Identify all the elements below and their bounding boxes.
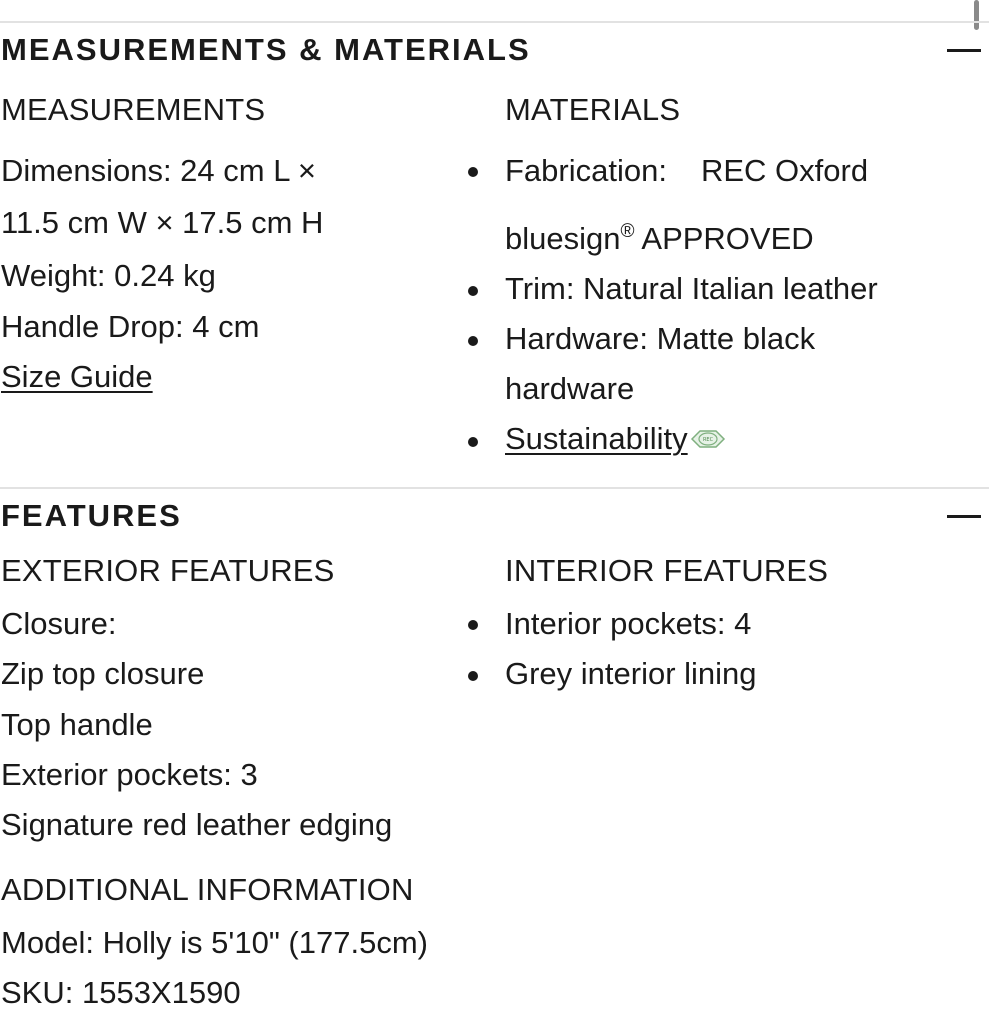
svg-text:REC: REC xyxy=(702,436,713,443)
rec-recycled-icon xyxy=(690,423,726,459)
features-header[interactable] xyxy=(0,494,989,538)
section-divider-top xyxy=(0,21,989,23)
bluesign-text: bluesign xyxy=(505,221,621,256)
measurements-materials-header[interactable] xyxy=(0,28,989,72)
section-divider-features xyxy=(0,487,989,489)
interior-item: Grey interior lining xyxy=(505,656,757,691)
exterior-item: Top handle xyxy=(1,707,153,742)
fabrication-line-2 xyxy=(505,221,814,257)
bullet xyxy=(468,167,478,177)
fabrication-line-1 xyxy=(505,153,868,189)
bullet xyxy=(468,336,478,346)
section-title-features: FEATURES xyxy=(1,498,182,533)
bullet xyxy=(468,620,478,630)
section-title-measurements-materials: MEASUREMENTS & MATERIALS xyxy=(1,32,531,67)
dimensions-line-2: 11.5 cm W × 17.5 cm H xyxy=(1,205,324,240)
model-text: Model: Holly is 5'10" (177.5cm) xyxy=(1,925,428,960)
exterior-item: Exterior pockets: 3 xyxy=(1,757,258,792)
dimensions-line-1: Dimensions: 24 cm L × xyxy=(1,153,317,188)
fabrication-label: Fabrication: xyxy=(505,153,667,188)
bullet xyxy=(468,437,478,447)
exterior-item: Zip top closure xyxy=(1,656,205,691)
sustainability-row xyxy=(505,421,726,459)
materials-heading: MATERIALS xyxy=(505,92,681,127)
weight-text: Weight: 0.24 kg xyxy=(1,258,216,293)
exterior-item: Signature red leather edging xyxy=(1,807,393,842)
additional-information-heading: ADDITIONAL INFORMATION xyxy=(1,872,414,907)
exterior-features-heading: EXTERIOR FEATURES xyxy=(1,553,335,588)
registered-mark: ® xyxy=(620,221,635,242)
fabrication-value: REC Oxford xyxy=(700,153,869,188)
hardware-line-1: Hardware: Matte black xyxy=(505,321,816,356)
minus-icon[interactable] xyxy=(947,515,981,518)
closure-label: Closure: xyxy=(1,606,117,641)
hardware-line-2: hardware xyxy=(505,371,635,406)
trim-text: Trim: Natural Italian leather xyxy=(505,271,878,306)
size-guide-link[interactable]: Size Guide xyxy=(1,359,153,394)
approved-text: APPROVED xyxy=(634,221,814,256)
interior-item: Interior pockets: 4 xyxy=(505,606,752,641)
sku-text: SKU: 1553X1590 xyxy=(1,975,241,1010)
handle-drop-text: Handle Drop: 4 cm xyxy=(1,309,260,344)
bullet xyxy=(468,671,478,681)
minus-icon[interactable] xyxy=(947,49,981,52)
measurements-heading: MEASUREMENTS xyxy=(1,92,266,127)
sustainability-link[interactable]: Sustainability xyxy=(505,421,688,456)
scrollbar[interactable] xyxy=(974,0,979,30)
interior-features-heading: INTERIOR FEATURES xyxy=(505,553,829,588)
bullet xyxy=(468,286,478,296)
